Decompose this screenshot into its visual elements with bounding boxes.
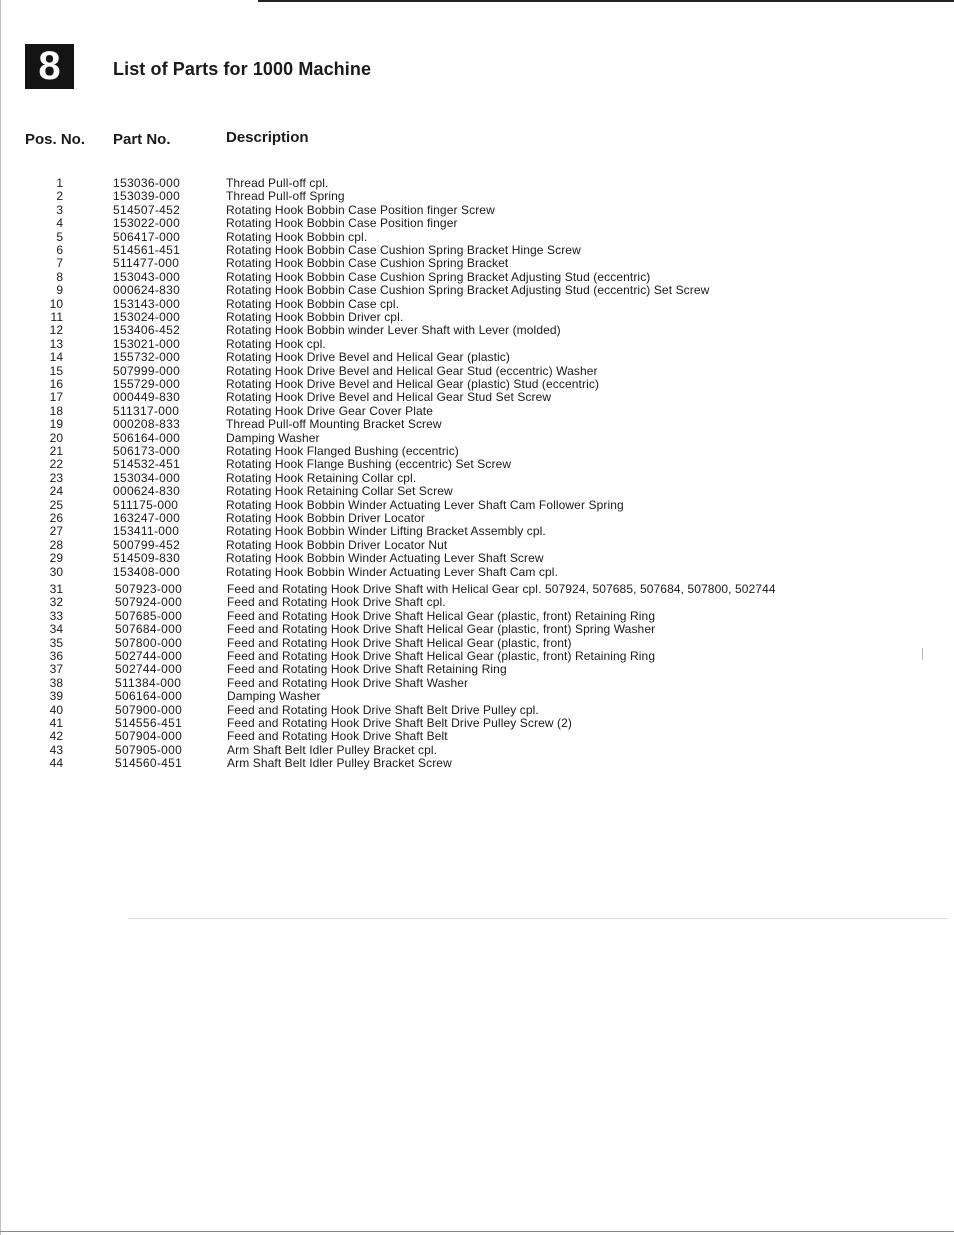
part-no-cell: 511477-000 (113, 256, 180, 271)
top-border-rule (258, 0, 954, 2)
description-cell: Rotating Hook Bobbin Case Cushion Spring Bracket Adjusting Stud (eccentric) (226, 269, 651, 284)
table-row (0, 458, 954, 471)
part-no-cell: 153039-000 (113, 189, 181, 204)
pos-no-cell: 7 (56, 256, 63, 271)
table-row (0, 217, 954, 230)
table-row (0, 610, 954, 623)
pos-no-cell: 44 (49, 756, 63, 771)
pos-no-cell: 12 (49, 323, 63, 338)
part-no-cell: 506164-000 (113, 430, 181, 445)
pos-no-cell: 41 (49, 716, 63, 730)
part-no-cell: 155729-000 (113, 377, 181, 391)
part-no-cell: 507900-000 (115, 702, 183, 717)
table-row (0, 552, 954, 565)
description-cell: Rotating Hook Drive Bevel and Helical Gear (plastic) (226, 350, 510, 365)
scan-noise-line (128, 918, 948, 919)
table-row (0, 338, 954, 351)
pos-no-cell: 30 (49, 564, 63, 579)
part-no-cell: 153143-000 (113, 296, 181, 311)
table-row (0, 512, 954, 525)
part-no-cell: 514556-451 (115, 716, 183, 730)
part-no-cell: 507905-000 (115, 742, 183, 757)
part-no-cell: 000624-830 (113, 484, 181, 499)
table-row (0, 539, 954, 552)
part-no-cell: 507924-000 (115, 595, 183, 610)
description-cell: Rotating Hook Bobbin Case Position finger Screw (226, 202, 495, 217)
part-no-cell: 507685-000 (115, 608, 183, 623)
table-row (0, 690, 954, 703)
pos-no-cell: 10 (49, 296, 63, 311)
table-row (0, 378, 954, 391)
table-row (0, 204, 954, 217)
description-cell: Rotating Hook Drive Gear Cover Plate (226, 403, 434, 418)
description-cell: Thread Pull-off Spring (226, 189, 345, 204)
description-cell: Rotating Hook Flanged Bushing (eccentric) (226, 444, 459, 458)
column-header-pos-no: Pos. No. (25, 131, 86, 148)
pos-no-cell: 19 (49, 417, 63, 432)
table-row (0, 757, 954, 770)
description-cell: Damping Washer (226, 430, 320, 445)
pos-no-cell: 16 (49, 377, 63, 391)
table-row (0, 677, 954, 690)
description-cell: Rotating Hook Bobbin Case cpl. (226, 296, 400, 311)
part-no-cell: 511384-000 (115, 675, 182, 690)
table-row (0, 650, 954, 663)
part-no-cell: 506164-000 (115, 689, 183, 704)
part-no-cell: 000624-830 (113, 283, 181, 298)
pos-no-cell: 23 (49, 470, 63, 485)
scan-noise-tick (922, 648, 923, 660)
pos-no-cell: 3 (56, 202, 63, 217)
part-no-cell: 514532-451 (113, 457, 181, 472)
part-no-cell: 000208-833 (113, 417, 181, 432)
part-no-cell: 506417-000 (113, 229, 181, 244)
pos-no-cell: 5 (56, 229, 63, 244)
description-cell: Damping Washer (227, 689, 321, 704)
pos-no-cell: 4 (56, 216, 63, 231)
description-cell: Rotating Hook Bobbin Driver Locator Nut (226, 537, 448, 552)
table-row (0, 271, 954, 284)
pos-no-cell: 13 (49, 336, 63, 351)
pos-no-cell: 8 (56, 269, 63, 284)
part-no-cell: 500799-452 (113, 537, 181, 552)
description-cell: Rotating Hook cpl. (226, 336, 326, 351)
pos-no-cell: 43 (49, 742, 63, 757)
description-cell: Rotating Hook Bobbin Case Cushion Spring Bracket Hinge Screw (226, 243, 581, 257)
pos-no-cell: 26 (49, 511, 63, 525)
pos-no-cell: 39 (49, 689, 63, 704)
description-cell: Feed and Rotating Hook Drive Shaft Helical Gear (plastic, front) Spring Washer (227, 622, 656, 637)
part-no-cell: 507684-000 (115, 622, 183, 637)
pos-no-cell: 42 (49, 729, 63, 744)
pos-no-cell: 28 (49, 537, 63, 552)
description-cell: Rotating Hook Drive Bevel and Helical Gear Stud (eccentric) Washer (226, 363, 598, 378)
pos-no-cell: 37 (49, 662, 63, 677)
pos-no-cell: 33 (49, 608, 63, 623)
part-no-cell: 502744-000 (115, 649, 183, 663)
description-cell: Thread Pull-off cpl. (226, 176, 329, 190)
table-row (0, 231, 954, 244)
description-cell: Rotating Hook Bobbin Driver Locator (226, 511, 425, 525)
table-row (0, 583, 954, 596)
pos-no-cell: 40 (49, 702, 63, 717)
description-cell: Rotating Hook Flange Bushing (eccentric) Set Screw (226, 457, 512, 472)
table-row (0, 365, 954, 378)
pos-no-cell: 9 (56, 283, 63, 298)
table-row (0, 324, 954, 337)
part-no-cell: 153406-452 (113, 323, 181, 338)
table-row (0, 298, 954, 311)
description-cell: Rotating Hook Bobbin Case Cushion Spring Bracket Adjusting Stud (eccentric) Set Screw (226, 283, 710, 298)
table-row (0, 177, 954, 190)
table-row (0, 351, 954, 364)
part-no-cell: 163247-000 (113, 511, 181, 525)
table-row (0, 744, 954, 757)
table-row (0, 190, 954, 203)
table-row (0, 717, 954, 730)
pos-no-cell: 35 (49, 635, 63, 650)
pos-no-cell: 18 (49, 403, 63, 418)
table-row (0, 596, 954, 609)
pos-no-cell: 14 (49, 350, 63, 365)
description-cell: Rotating Hook Drive Bevel and Helical Gear (plastic) Stud (eccentric) (226, 377, 600, 391)
table-row (0, 418, 954, 431)
part-no-cell: 507800-000 (115, 635, 183, 650)
pos-no-cell: 36 (49, 649, 63, 663)
description-cell: Feed and Rotating Hook Drive Shaft Retaining Ring (227, 662, 507, 677)
part-no-cell: 155732-000 (113, 350, 181, 365)
description-cell: Feed and Rotating Hook Drive Shaft Helical Gear (plastic, front) (227, 635, 572, 650)
part-no-cell: 514507-452 (113, 202, 181, 217)
part-no-cell: 507999-000 (113, 363, 181, 378)
pos-no-cell: 32 (49, 595, 63, 610)
description-cell: Rotating Hook Bobbin Winder Actuating Lever Shaft Cam cpl. (226, 564, 558, 579)
description-cell: Arm Shaft Belt Idler Pulley Bracket Screw (227, 756, 452, 771)
part-no-cell: 502744-000 (115, 662, 183, 677)
description-cell: Feed and Rotating Hook Drive Shaft Belt Drive Pulley cpl. (227, 702, 539, 717)
pos-no-cell: 2 (56, 189, 63, 204)
pos-no-cell: 25 (49, 497, 63, 512)
page-title: List of Parts for 1000 Machine (113, 59, 372, 79)
table-row (0, 566, 954, 579)
part-no-cell: 507923-000 (115, 582, 183, 596)
table-row (0, 472, 954, 485)
part-no-cell: 153021-000 (113, 336, 181, 351)
part-no-cell: 514561-451 (113, 243, 181, 257)
bottom-scan-edge (0, 1231, 954, 1232)
table-row (0, 405, 954, 418)
part-no-cell: 153411-000 (113, 524, 180, 539)
table-row (0, 257, 954, 270)
table-row (0, 525, 954, 538)
part-no-cell: 000449-830 (113, 390, 181, 405)
part-no-cell: 511175-000 (113, 497, 179, 512)
part-no-cell: 506173-000 (113, 444, 181, 458)
pos-no-cell: 29 (49, 551, 63, 566)
description-cell: Rotating Hook Bobbin winder Lever Shaft with Lever (molded) (226, 323, 561, 338)
description-cell: Feed and Rotating Hook Drive Shaft Belt Drive Pulley Screw (2) (227, 716, 573, 730)
description-cell: Feed and Rotating Hook Drive Shaft Helical Gear (plastic, front) Retaining Ring (227, 608, 656, 623)
pos-no-cell: 22 (49, 457, 63, 472)
description-cell: Rotating Hook Bobbin Winder Actuating Lever Shaft Cam Follower Spring (226, 497, 624, 512)
table-row (0, 284, 954, 297)
table-row (0, 244, 954, 257)
table-row (0, 637, 954, 650)
part-no-cell: 153034-000 (113, 470, 181, 485)
pos-no-cell: 1 (56, 176, 63, 190)
description-cell: Rotating Hook Retaining Collar cpl. (226, 470, 417, 485)
section-number-badge: 8 (25, 44, 74, 89)
part-no-cell: 511317-000 (113, 403, 180, 418)
pos-no-cell: 27 (49, 524, 63, 539)
pos-no-cell: 31 (49, 582, 63, 596)
description-cell: Rotating Hook Retaining Collar Set Screw (226, 484, 453, 499)
description-cell: Feed and Rotating Hook Drive Shaft with Helical Gear cpl. 507924, 507685, 507684, 507800, 502744 (227, 582, 776, 596)
part-no-cell: 153024-000 (113, 310, 181, 324)
part-no-cell: 507904-000 (115, 729, 183, 744)
table-row (0, 499, 954, 512)
table-row (0, 391, 954, 404)
table-row (0, 445, 954, 458)
pos-no-cell: 6 (56, 243, 63, 257)
description-cell: Feed and Rotating Hook Drive Shaft cpl. (227, 595, 446, 610)
pos-no-cell: 11 (50, 310, 63, 324)
table-row (0, 311, 954, 324)
description-cell: Rotating Hook Bobbin Driver cpl. (226, 310, 404, 324)
pos-no-cell: 24 (49, 484, 63, 499)
description-cell: Rotating Hook Bobbin Case Position finger (226, 216, 458, 231)
description-cell: Rotating Hook Bobbin Case Cushion Spring Bracket (226, 256, 509, 271)
column-header-description: Description (226, 129, 309, 146)
table-row (0, 704, 954, 717)
description-cell: Rotating Hook Drive Bevel and Helical Gear Stud Set Screw (226, 390, 552, 405)
pos-no-cell: 20 (49, 430, 63, 445)
column-header-part-no: Part No. (113, 131, 171, 148)
part-no-cell: 514560-451 (115, 756, 183, 771)
description-cell: Feed and Rotating Hook Drive Shaft Helical Gear (plastic, front) Retaining Ring (227, 649, 656, 663)
table-row (0, 623, 954, 636)
pos-no-cell: 21 (49, 444, 63, 458)
part-no-cell: 153408-000 (113, 564, 181, 579)
part-no-cell: 153022-000 (113, 216, 181, 231)
part-no-cell: 514509-830 (113, 551, 181, 566)
description-cell: Rotating Hook Bobbin Winder Lifting Bracket Assembly cpl. (226, 524, 546, 539)
pos-no-cell: 38 (49, 675, 63, 690)
table-row (0, 485, 954, 498)
table-row (0, 432, 954, 445)
description-cell: Arm Shaft Belt Idler Pulley Bracket cpl. (227, 742, 438, 757)
table-row (0, 730, 954, 743)
pos-no-cell: 34 (49, 622, 63, 637)
description-cell: Rotating Hook Bobbin Winder Actuating Lever Shaft Screw (226, 551, 544, 566)
table-row (0, 663, 954, 676)
part-no-cell: 153036-000 (113, 176, 181, 190)
pos-no-cell: 15 (49, 363, 63, 378)
description-cell: Rotating Hook Bobbin cpl. (226, 229, 368, 244)
pos-no-cell: 17 (49, 390, 63, 405)
description-cell: Feed and Rotating Hook Drive Shaft Belt (227, 729, 448, 744)
description-cell: Thread Pull-off Mounting Bracket Screw (226, 417, 442, 432)
description-cell: Feed and Rotating Hook Drive Shaft Washer (227, 675, 469, 690)
part-no-cell: 153043-000 (113, 269, 181, 284)
